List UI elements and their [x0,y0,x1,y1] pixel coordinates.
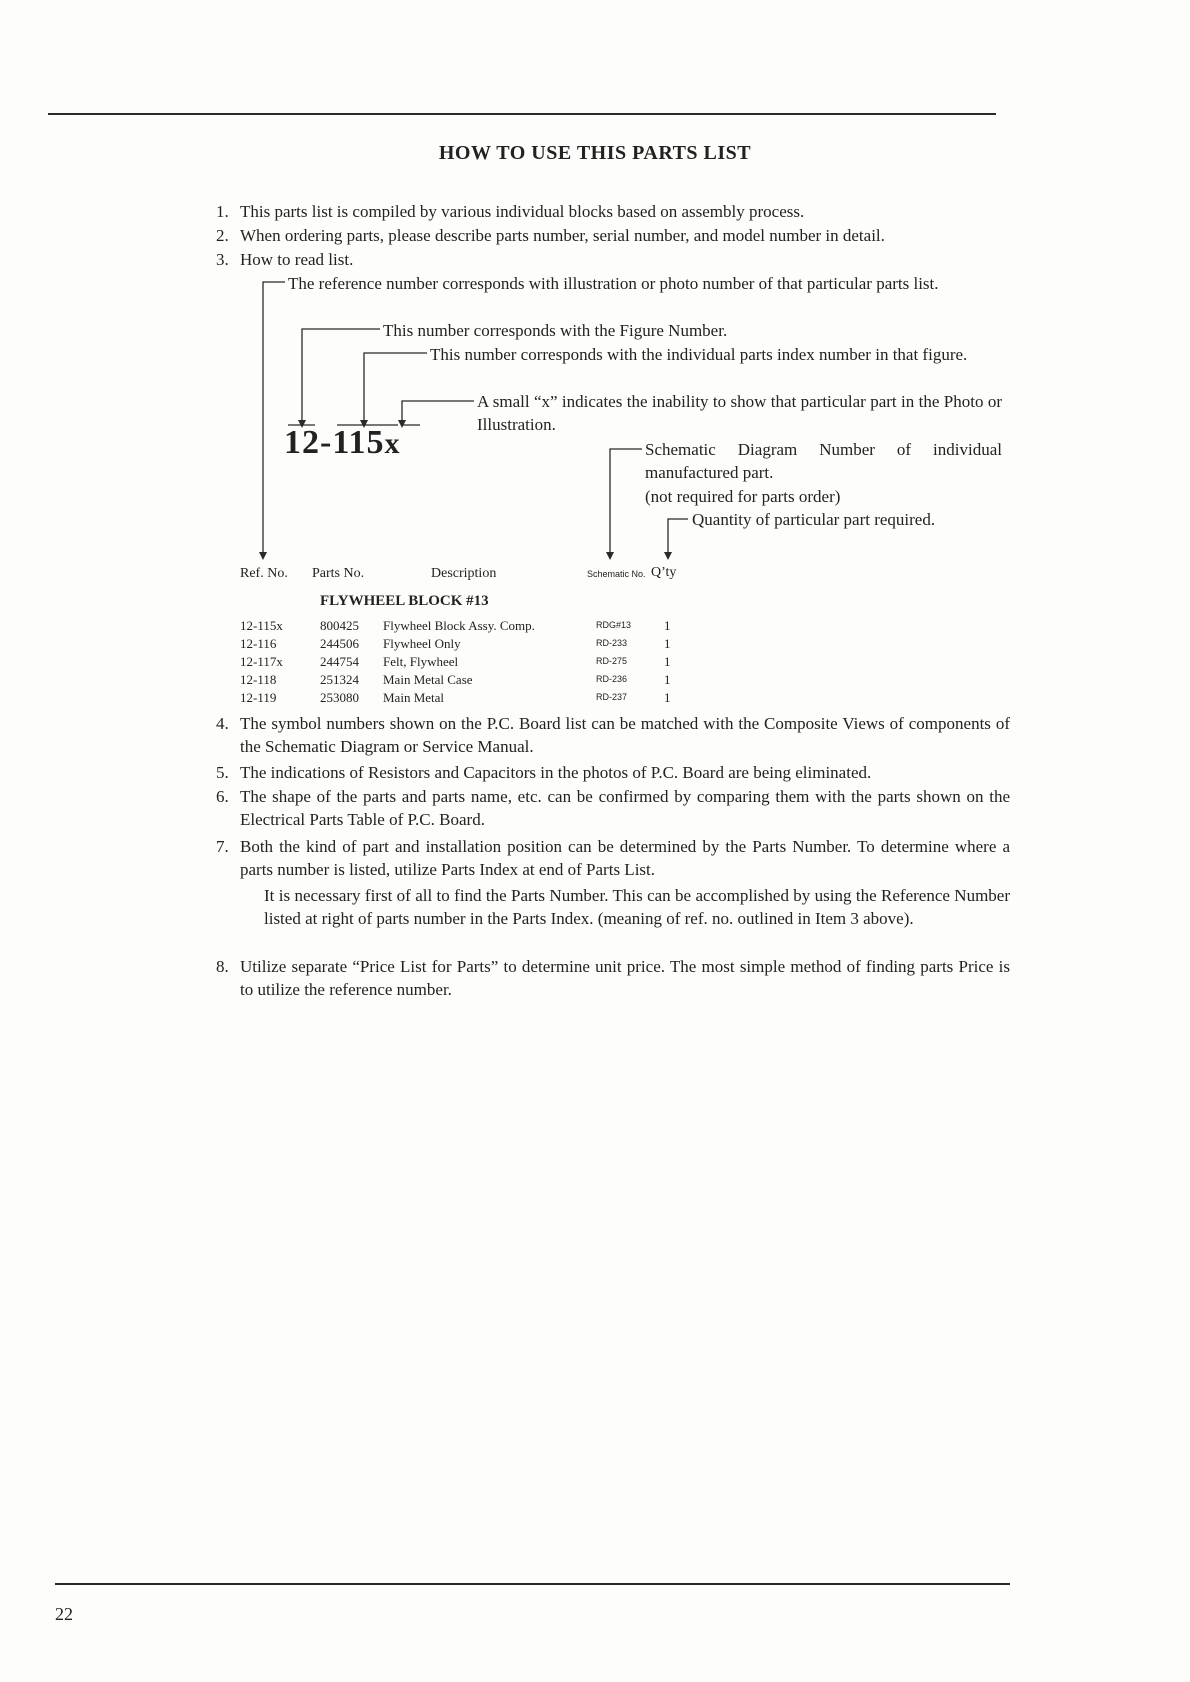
schematic-cell: RD-236 [596,674,628,684]
qty-cell: 1 [664,690,671,705]
ref-cell: 12-117x [240,654,283,669]
ref-cell: 12-116 [240,636,277,651]
description-cell: Main Metal [383,690,445,705]
description-cell: Felt, Flywheel [383,654,459,669]
item-text: When ordering parts, please describe parts number, serial number, and model number in detail. [240,226,885,245]
part-cell: 244506 [320,636,359,651]
column-ref-no: Ref. No. [240,566,288,581]
qty-cell: 1 [664,636,671,651]
ref-cell: 12-119 [240,690,277,705]
callout-lines [0,0,1190,620]
callout-ref: The reference number corresponds with illustration or photo number of that particular parts list. [288,274,939,293]
part-cell: 244754 [320,654,359,669]
column-qty: Q’ty [651,565,677,580]
item-text: It is necessary first of all to find the Parts Number. This can be accomplished by using the Reference Number listed at right of parts number in the Parts Index. (meaning of ref. no. outlined in Item 3 above). [264,886,1010,928]
callout-schematic: Schematic Diagram Number of individual manufactured part. [645,440,1002,482]
example-code-main: 12-115 [284,424,385,461]
description-cell: Main Metal Case [383,672,473,687]
description-cell: Flywheel Block Assy. Comp. [383,618,535,633]
page-number: 22 [55,1604,73,1624]
page-title: HOW TO USE THIS PARTS LIST [438,142,752,164]
part-cell: 800425 [320,618,359,633]
item-text: The symbol numbers shown on the P.C. Board list can be matched with the Composite Views of components of the Schematic Diagram or Service Manual. [240,714,1010,756]
item-number: 3. [216,250,229,269]
ref-cell: 12-115x [240,618,283,633]
callout-index: This number corresponds with the individual parts index number in that figure. [430,345,968,364]
bottom-rule [55,1583,1010,1585]
qty-cell: 1 [664,654,671,669]
schematic-cell: RD-233 [596,638,628,648]
item-text: The indications of Resistors and Capacitors in the photos of P.C. Board are being eliminated. [240,763,872,782]
description-cell: Flywheel Only [383,636,461,651]
item-text: How to read list. [240,250,354,269]
callout-quantity: Quantity of particular part required. [692,510,936,529]
item-number: 4. [216,714,229,733]
qty-cell: 1 [664,672,671,687]
item-number: 1. [216,202,229,221]
callout-figure: This number corresponds with the Figure Number. [383,321,728,340]
part-cell: 253080 [320,690,359,705]
ref-cell: 12-118 [240,672,277,687]
callout-x: A small “x” indicates the inability to show that particular part in the Photo or Illustration. [477,392,1002,434]
example-code-suffix: x [384,427,401,460]
part-cell: 251324 [320,672,359,687]
column-schematic-no: Schematic No. [587,569,646,579]
callout-schematic-note: (not required for parts order) [645,487,841,506]
item-number: 2. [216,226,229,245]
schematic-cell: RD-237 [596,692,628,702]
item-text: This parts list is compiled by various individual blocks based on assembly process. [240,202,805,221]
item-text: Both the kind of part and installation position can be determined by the Parts Number. To determine where a parts number is listed, utilize Parts Index at end of Parts List. [240,837,1010,879]
schematic-cell: RD-275 [596,656,628,666]
item-number: 8. [216,957,229,976]
item-text: The shape of the parts and parts name, etc. can be confirmed by comparing them with the parts shown on the Electrical Parts Table of P.C. Board. [240,787,1010,829]
item-number: 7. [216,837,229,856]
example-reference-number [284,424,400,462]
column-parts-no: Parts No. [312,566,365,581]
item-text: Utilize separate “Price List for Parts” to determine unit price. The most simple method of finding parts Price is to utilize the reference number. [240,957,1010,999]
item-number: 5. [216,763,229,782]
qty-cell: 1 [664,618,671,633]
block-title: FLYWHEEL BLOCK #13 [320,593,489,609]
schematic-cell: RDG#13 [596,620,632,630]
item-number: 6. [216,787,229,806]
column-description: Description [431,566,497,581]
